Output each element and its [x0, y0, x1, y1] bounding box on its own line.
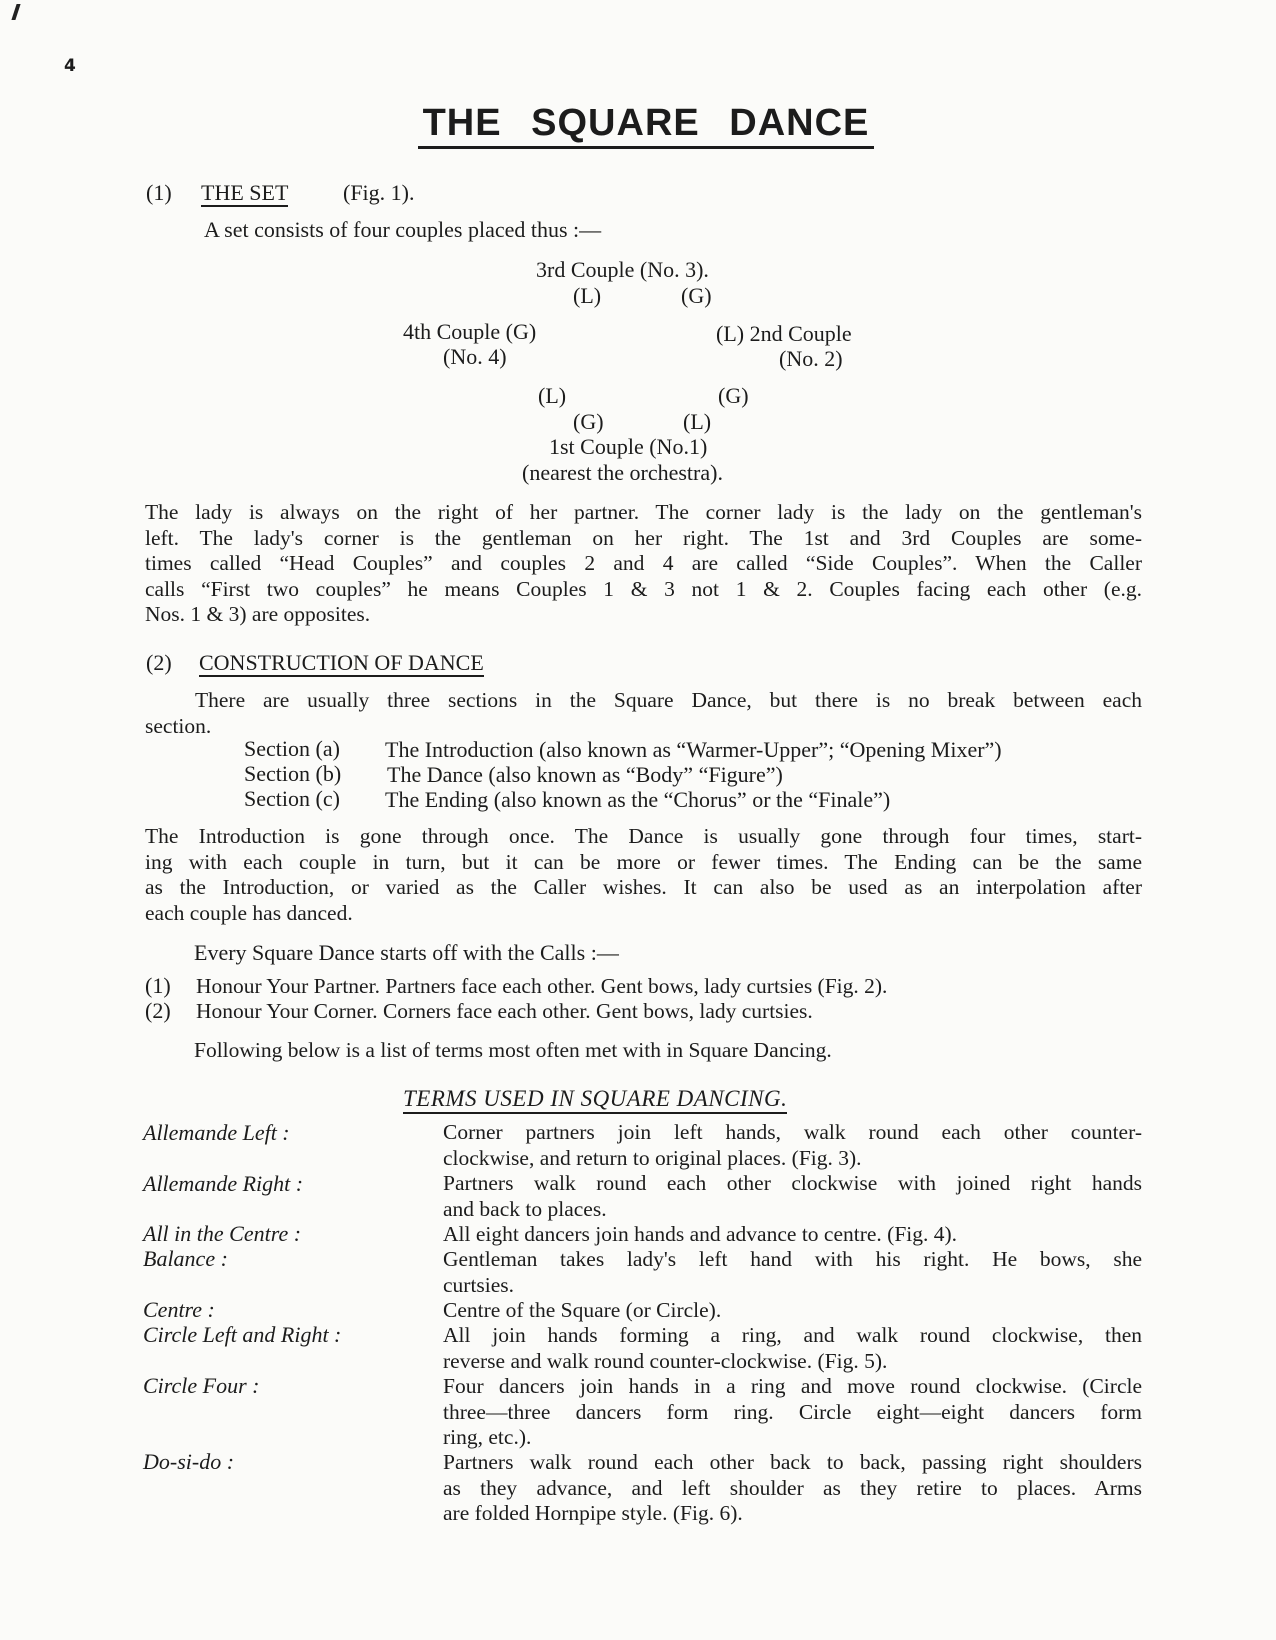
term-label: Allemande Left : — [143, 1120, 290, 1145]
set-paragraph: The lady is always on the right of her partner. The corner lady is the lady on the gentleman's left. The lady's corner is the gentleman on her right. The 1st and 3rd Couples are some- times called “Head Couples” and couples 2 and 4 are called “Side Couples”. When the Caller calls “First two couples” he means Couples 1 & 3 not 1 & 2. Couples facing each other (e.g. Nos. 1 & 3) are opposites. — [145, 500, 1142, 626]
set-intro: A set consists of four couples placed thus :— — [204, 217, 602, 242]
terms-heading: TERMS USED IN SQUARE DANCING. — [403, 1086, 787, 1114]
ink-mark — [11, 4, 20, 20]
construction-paragraph: The Introduction is gone through once. The Dance is usually gone through four times, start- ing with each couple in turn, but it can be more or fewer times. The Ending can be the same as the Introduction, or varied as the Caller wishes. It can also be used as an interpolation after each couple has danced. — [145, 824, 1142, 925]
first-couple-note: (nearest the orchestra). — [522, 460, 723, 485]
fig-reference: (Fig. 1). — [343, 180, 415, 205]
first-couple: 1st Couple (No.1) — [549, 434, 708, 459]
section-heading-construction: CONSTRUCTION OF DANCE — [199, 650, 484, 675]
term-definition: All join hands forming a ring, and walk round clockwise, then reverse and walk round counter-clockwise. (Fig. 5). — [443, 1323, 1142, 1373]
term-label: Centre : — [143, 1297, 215, 1322]
section-a-label: Section (a) — [244, 736, 340, 761]
section-b-text: The Dance (also known as “Body” “Figure”) — [387, 762, 783, 787]
second-couple: (L) 2nd Couple — [716, 321, 852, 346]
second-couple-number: (No. 2) — [779, 346, 843, 371]
section-c-text: The Ending (also known as the “Chorus” or the “Finale”) — [385, 787, 891, 812]
term-definition: All eight dancers join hands and advance to centre. (Fig. 4). — [443, 1222, 958, 1246]
page-number: 4 — [64, 56, 76, 76]
section-b-label: Section (b) — [244, 761, 342, 786]
call-2-text: Honour Your Corner. Corners face each other. Gent bows, lady curtsies. — [196, 999, 813, 1023]
term-label: Allemande Right : — [143, 1171, 304, 1196]
call-1-number: (1) — [145, 973, 171, 998]
construction-intro: There are usually three sections in the Square Dance, but there is no break between each section. — [145, 688, 1142, 738]
term-definition: Four dancers join hands in a ring and move round clockwise. (Circle three—three dancers form ring. Circle eight—eight dancers form ring, etc.). — [443, 1374, 1142, 1449]
page-title: THE SQUARE DANCE — [418, 100, 874, 149]
term-label: Circle Left and Right : — [143, 1322, 342, 1347]
term-definition: Partners walk round each other clockwise with joined right hands and back to places. — [443, 1171, 1142, 1221]
term-definition: Partners walk round each other back to back, passing right shoulders as they advance, and left shoulder as they retire to places. Arms are folded Hornpipe style. (Fig. 6). — [443, 1450, 1142, 1525]
third-couple: 3rd Couple (No. 3). — [536, 257, 709, 282]
first-couple-gent: (G) — [573, 409, 604, 434]
call-2-number: (2) — [145, 998, 171, 1023]
term-label: Balance : — [143, 1246, 228, 1271]
following-text: Following below is a list of terms most often met with in Square Dancing. — [194, 1038, 832, 1062]
term-definition: Centre of the Square (or Circle). — [443, 1298, 722, 1322]
mid-gent: (G) — [718, 383, 749, 408]
section-number-2: (2) — [146, 650, 172, 675]
section-a-text: The Introduction (also known as “Warmer-Upper”; “Opening Mixer”) — [385, 737, 1002, 762]
mid-lady: (L) — [538, 383, 567, 408]
term-definition: Corner partners join left hands, walk round each other counter- clockwise, and return to original places. (Fig. 3). — [443, 1120, 1142, 1170]
term-definition: Gentleman takes lady's left hand with his right. He bows, she curtsies. — [443, 1247, 1142, 1297]
call-1-text: Honour Your Partner. Partners face each other. Gent bows, lady curtsies (Fig. 2). — [196, 974, 888, 998]
section-number-1: (1) — [146, 180, 172, 205]
calls-intro: Every Square Dance starts off with the Calls :— — [194, 940, 619, 965]
section-heading-set: THE SET — [201, 180, 289, 205]
term-label: All in the Centre : — [143, 1221, 302, 1246]
section-c-label: Section (c) — [244, 786, 340, 811]
first-couple-lady: (L) — [683, 409, 712, 434]
term-label: Do-si-do : — [143, 1449, 235, 1474]
third-couple-lady: (L) — [573, 283, 602, 308]
fourth-couple-number: (No. 4) — [443, 344, 507, 369]
term-label: Circle Four : — [143, 1373, 260, 1398]
third-couple-gent: (G) — [681, 283, 712, 308]
fourth-couple: 4th Couple (G) — [403, 319, 537, 344]
